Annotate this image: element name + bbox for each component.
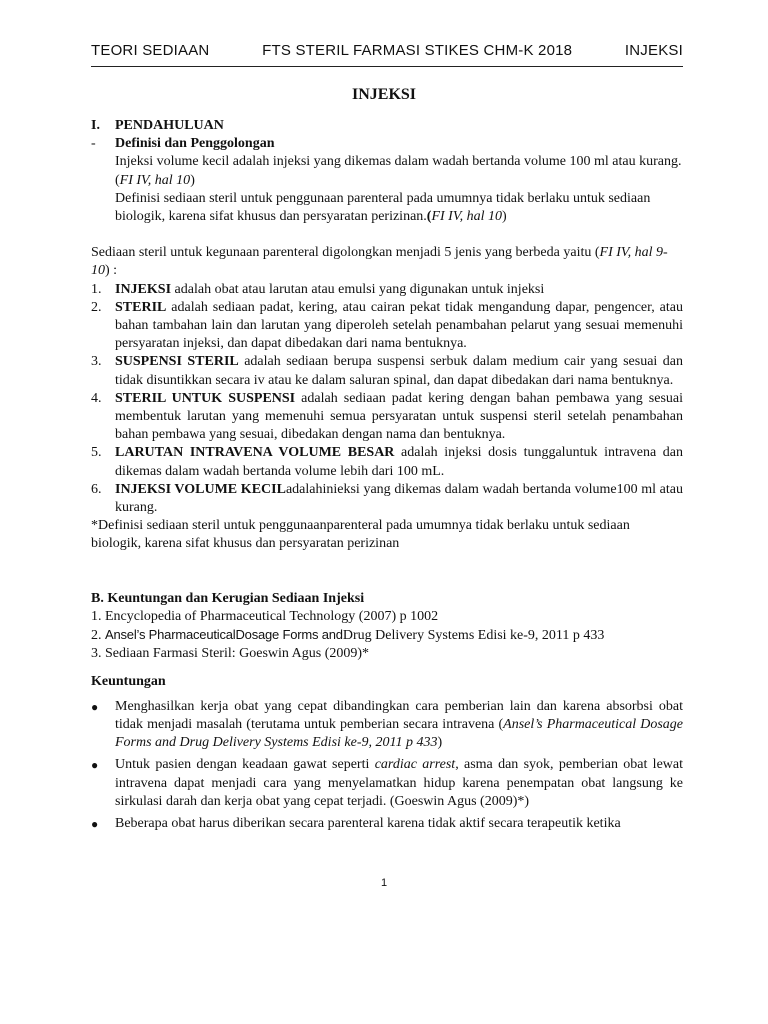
list-item: [91, 756, 683, 811]
advantage-end: ): [437, 735, 443, 751]
list-term: STERIL UNTUK SUSPENSI: [115, 390, 296, 406]
header-center: FTS STERIL FARMASI STIKES CHM-K 2018: [262, 42, 573, 59]
list-item: [91, 444, 683, 480]
document-title: INJEKSI: [351, 86, 417, 103]
header-rule: [91, 66, 683, 67]
definition-end-2: ): [501, 209, 507, 225]
advantage-ref: Ansel’s Pharmaceutical Dosage Forms and Drug Delivery Systems Edisi ke-9, 2011 p 433: [115, 716, 683, 751]
list-number: 3.: [91, 354, 102, 370]
definition-text-1: Injeksi volume kecil adalah injeksi yang dikemas dalam wadah bertanda volume 100 ml atau kurang.(: [115, 154, 682, 188]
definition-ref-2: FI IV, hal 10: [431, 209, 502, 225]
advantage-text: Beberapa obat harus diberikan secara parenteral karena tidak aktif secara terapeutik ketika: [115, 815, 621, 831]
definition-ref-open-2: (: [426, 209, 432, 225]
reference-2-rest: Drug Delivery Systems Edisi ke-9, 2011 p 433: [342, 628, 605, 644]
definition-paragraph-2: [91, 190, 683, 226]
list-term: LARUTAN INTRAVENA VOLUME BESAR: [115, 445, 395, 461]
header-left: TEORI SEDIAAN: [91, 42, 210, 59]
classification-intro-end: ) :: [105, 263, 118, 279]
list-item: [91, 481, 683, 517]
section-b-title: B. Keuntungan dan Kerugian Sediaan Injeksi: [91, 590, 365, 606]
list-item: [91, 698, 683, 753]
definition-text-2: Definisi sediaan steril untuk penggunaan parenteral pada umumnya tidak berlaku untuk sediaan biologik, karena sifat khusus dan persyaratan perizinan.: [115, 190, 651, 225]
advantage-text-cont: , asma dan syok, pemberian obat lewat intravena dapat menjadi cara yang menyelamatkan hidup karena penempatan obat langsung ke sirkulasi darah dan kerja obat yang cepat terjadi. (Goeswin Agus (2009)*): [115, 757, 684, 809]
list-item: [91, 299, 683, 354]
advantages-list: [91, 698, 683, 833]
reference-1: 1. Encyclopedia of Pharmaceutical Technology (2007) p 1002: [91, 608, 439, 624]
advantage-text: Menghasilkan kerja obat yang cepat dibandingkan cara pemberian lain dan karena absorbsi obat tidak menjadi masalah (terutama untuk pemberian secara intravena (: [115, 698, 683, 732]
list-number: 6.: [91, 481, 102, 497]
reference-2: [91, 626, 683, 645]
list-term: SUSPENSI STERIL: [115, 354, 239, 370]
list-item: [91, 281, 683, 299]
subsection-title: Definisi dan Penggolongan: [115, 136, 275, 152]
section-b-heading: [91, 590, 683, 608]
list-number: 4.: [91, 390, 102, 406]
subsection-heading: [91, 135, 683, 153]
list-text: adalah injeksi dosis tunggaluntuk intravena dan dikemas dalam wadah bertanda volume lebih dari 100 mL.: [115, 445, 683, 479]
reference-2-title: Ansel’s PharmaceuticalDosage Forms and: [105, 627, 343, 643]
bullet-icon: ●: [91, 758, 99, 773]
advantage-italic: cardiac arrest: [374, 757, 456, 773]
bullet-icon: ●: [91, 699, 99, 714]
page-header: [91, 42, 683, 59]
keuntungan-title: Keuntungan: [91, 674, 166, 690]
classification-intro-ref: FI IV, hal 9-10: [91, 245, 668, 279]
bullet-icon: ●: [91, 816, 99, 831]
list-item: [91, 353, 683, 389]
page-number: 1: [380, 877, 388, 889]
list-text: adalah sediaan padat kering dengan bahan pembawa yang sesuai membentuk larutan yang memenuhi semua persyaratan untuk suspensi steril setelah penambahan bahan pembawa yang sesuai, dibedakan dengan nama dan bentuknya.: [115, 390, 683, 443]
header-right: INJEKSI: [624, 42, 683, 59]
section-number: I.: [91, 118, 100, 133]
list-number: 5.: [91, 445, 102, 461]
list-text: adalahinieksi yang dikemas dalam wadah bertanda volume100 ml atau kurang.: [115, 481, 683, 516]
classification-intro: [91, 244, 683, 280]
list-number: 2.: [91, 299, 102, 315]
list-term: INJEKSI: [115, 281, 172, 297]
document-body: [91, 117, 683, 837]
keuntungan-heading: [91, 673, 683, 691]
reference-2-number: 2.: [91, 628, 105, 644]
classification-intro-text: Sediaan steril untuk kegunaan parenteral digolongkan menjadi 5 jenis yang berbeda yaitu (: [91, 245, 600, 261]
section-heading: [91, 117, 683, 135]
definition-end-1: ): [190, 172, 195, 188]
reference-3: 3. Sediaan Farmasi Steril: Goeswin Agus (2009)*: [91, 646, 370, 662]
list-number: 1.: [91, 281, 102, 297]
subsection-marker: -: [91, 136, 96, 152]
list-text: adalah sediaan berupa suspensi serbuk dalam medium cair yang sesuai dan tidak disuntikkan secara iv atau ke dalam saluran spinal, dan dapat dibedakan dari nama bentuknya.: [115, 354, 683, 388]
list-text: adalah obat atau larutan atau emulsi yang digunakan untuk injeksi: [171, 281, 545, 297]
definition-ref-1: FI IV, hal 10: [119, 172, 191, 188]
list-item: [91, 390, 683, 445]
definition-paragraph-1: [91, 153, 683, 189]
list-text: adalah sediaan padat, kering, atau cairan pekat tidak mengandung dapar, pengencer, atau bahan tambahan lain dan larutan yang diperoleh setelah penambahan pelarut yang sesuai memenuhi persyaratan injeksi, dan dapat dibedakan dari nama bentuknya.: [115, 299, 683, 352]
list-item: [91, 815, 683, 833]
classification-note: *Definisi sediaan steril untuk penggunaanparenteral pada umumnya tidak berlaku untuk sediaan biologik, karena sifat khusus dan persyaratan perizinan: [91, 518, 630, 552]
list-term: INJEKSI VOLUME KECIL: [115, 481, 286, 497]
section-title: PENDAHULUAN: [115, 118, 224, 133]
list-term: STERIL: [115, 299, 167, 315]
advantage-text: Untuk pasien dengan keadaan gawat seperti: [115, 757, 375, 773]
